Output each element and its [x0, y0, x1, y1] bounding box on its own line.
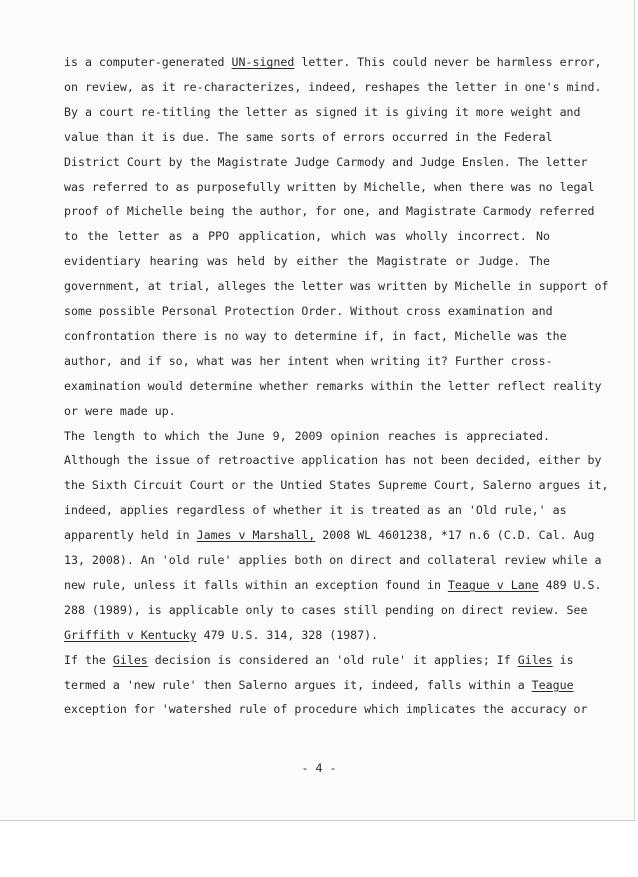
text-line — [64, 652, 574, 667]
text-segment: apparently held in — [64, 528, 197, 543]
text-line — [64, 304, 553, 318]
text-segment: is a computer-generated — [64, 55, 232, 69]
text-segment: some possible Personal Protection Order. Without cross examination and — [64, 304, 553, 318]
case-citation: Teague — [531, 677, 574, 692]
text-segment: is — [552, 652, 574, 667]
text-line — [64, 55, 602, 69]
case-citation: James v Marshall, — [196, 528, 316, 543]
text-line — [64, 628, 550, 642]
text-segment: to the letter as a PPO application, which was wholly incorrect. No — [64, 229, 550, 244]
text-segment: 13, 2008). An 'old rule' applies both on direct and collateral review while a — [64, 553, 602, 567]
text-line — [64, 154, 588, 169]
text-segment: District Court by the Magistrate Judge Carmody and Judge Enslen. The letter — [64, 154, 588, 169]
text-segment: was referred to as purposefully written by Michelle, when there was no legal — [64, 179, 595, 194]
text-line — [64, 179, 595, 194]
text-line — [64, 478, 609, 493]
text-line — [64, 677, 574, 692]
text-segment: examination would determine whether remarks within the letter reflect reality — [64, 378, 602, 393]
text-segment: value than it is due. The same sorts of errors occurred in the Federal — [64, 129, 553, 144]
text-segment: By a court re-titling the letter as signed it is giving it more weight and — [64, 104, 581, 119]
text-line — [64, 404, 550, 418]
scan-margin — [0, 821, 638, 877]
text-line — [64, 79, 602, 94]
text-segment: on review, as it re-characterizes, indeed, reshapes the letter in one's mind. — [64, 79, 602, 94]
text-segment: decision is considered an 'old rule' it applies; If — [147, 652, 518, 667]
text-line — [64, 553, 602, 567]
text-line — [64, 254, 550, 268]
text-segment: 489 U.S. — [538, 577, 602, 592]
text-segment: the Sixth Circuit Court or the Untied States Supreme Court, Salerno argues it, — [64, 478, 609, 493]
text-segment: termed a 'new rule' then Salerno argues it, indeed, falls within a — [64, 677, 532, 692]
text-segment: indeed, applies regardless of whether it is treated as an 'Old rule,' as — [64, 503, 567, 518]
case-citation: Griffith v Kentucky — [64, 627, 197, 642]
text-line — [64, 378, 602, 393]
text-line — [64, 104, 581, 119]
text-line — [64, 229, 550, 243]
text-line — [64, 577, 602, 592]
text-line — [64, 204, 595, 219]
text-line — [64, 453, 602, 468]
text-line — [64, 353, 553, 368]
text-line — [64, 602, 588, 617]
text-segment: exception for 'watershed rule of procedure which implicates the accuracy or — [64, 702, 588, 717]
text-line — [64, 279, 609, 294]
text-segment: The length to which the June 9, 2009 opinion reaches is appreciated. — [64, 428, 550, 443]
case-citation: Giles — [517, 652, 553, 667]
text-segment: evidentiary hearing was held by either the Magistrate or Judge. The — [64, 254, 550, 269]
text-segment: Although the issue of retroactive application has not been decided, either by — [64, 453, 602, 468]
text-segment: proof of Michelle being the author, for one, and Magistrate Carmody referred — [64, 204, 595, 219]
text-line — [64, 129, 553, 144]
text-segment: 479 U.S. 314, 328 (1987). — [196, 627, 379, 642]
case-citation: UN-signed — [231, 55, 295, 69]
text-segment: 2008 WL 4601238, *17 n.6 (C.D. Cal. Aug — [315, 528, 595, 543]
text-line — [64, 429, 550, 443]
text-segment: 288 (1989), is applicable only to cases still pending on direct review. See — [64, 602, 588, 617]
text-segment: new rule, unless it falls within an exception found in — [64, 577, 448, 592]
text-line — [64, 503, 567, 518]
text-segment: or were made up. — [64, 403, 176, 418]
text-segment: government, at trial, alleges the letter was written by Michelle in support of — [64, 279, 609, 294]
page-number: - 4 - — [301, 761, 337, 775]
text-line — [64, 528, 595, 543]
case-citation: Teague v Lane — [447, 577, 539, 592]
text-segment: letter. This could never be harmless error, — [294, 55, 602, 69]
text-line — [64, 702, 588, 717]
text-segment: If the — [64, 652, 113, 667]
text-segment: confrontation there is no way to determine if, in fact, Michelle was the — [64, 328, 567, 343]
text-line — [64, 328, 567, 343]
text-segment: author, and if so, what was her intent when writing it? Further cross- — [64, 353, 553, 368]
case-citation: Giles — [112, 652, 148, 667]
